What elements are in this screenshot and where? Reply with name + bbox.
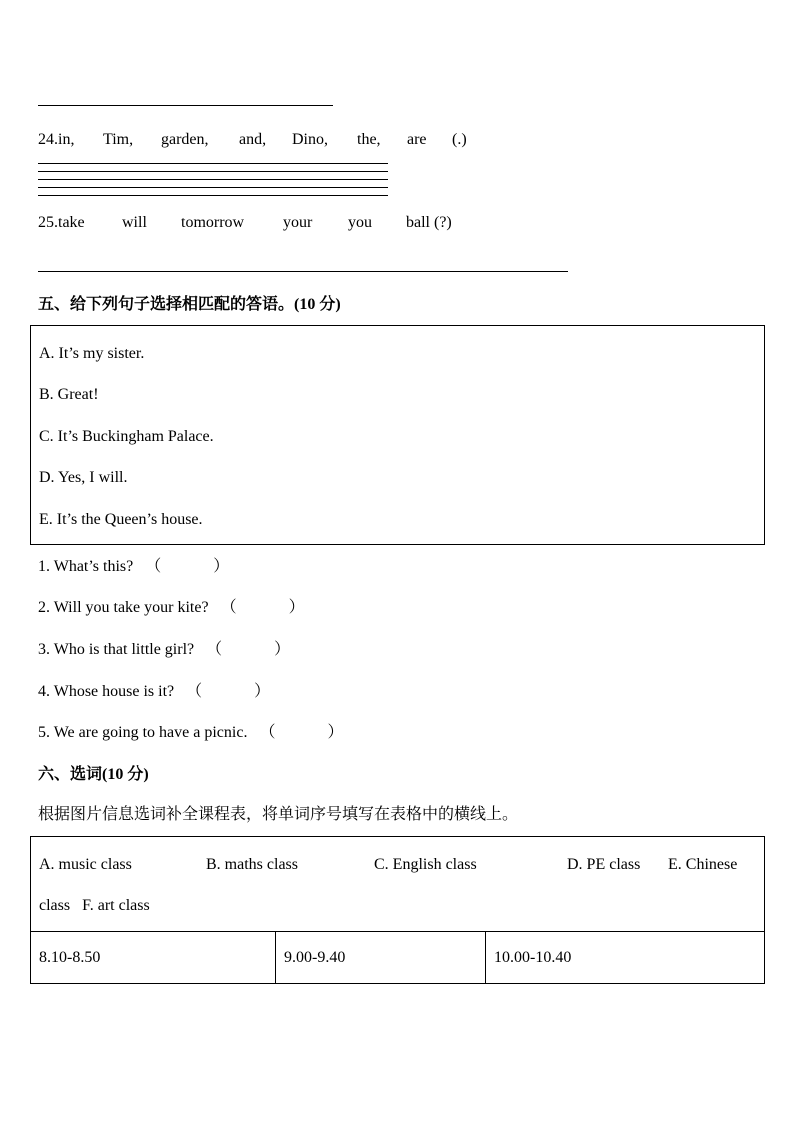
time-cell-2: [275, 932, 486, 983]
match-question-1: [38, 557, 229, 577]
answer-blank[interactable]: [259, 723, 343, 743]
scrambled-word: tomorrow: [181, 214, 245, 231]
open-paren: （: [186, 683, 203, 700]
scrambled-word: in,: [58, 131, 75, 148]
question-text: 1. What’s this?: [38, 558, 134, 575]
open-paren: （: [145, 558, 162, 575]
scrambled-word: the,: [357, 131, 381, 148]
scrambled-word: garden,: [161, 131, 209, 148]
question-text: 3. Who is that little girl?: [38, 641, 195, 658]
section-6-heading: 六、选词(10 分): [38, 766, 149, 783]
word-option-f-line: class F. art class: [39, 897, 150, 914]
question-24-number-word: [38, 130, 74, 150]
match-question-4: [38, 682, 270, 702]
word-option-e: E. Chinese: [668, 856, 738, 873]
schedule-row: [30, 931, 765, 984]
scrambled-word: Tim,: [103, 131, 134, 148]
scrambled-word: you: [348, 214, 372, 231]
section-5-heading: 五、给下列句子选择相匹配的答语。(10 分): [38, 296, 341, 313]
close-paren: ）: [327, 724, 344, 741]
question-text: 4. Whose house is it?: [38, 683, 175, 700]
scrambled-word: will: [122, 214, 147, 231]
end-punctuation: (.): [452, 131, 467, 148]
match-question-3: [38, 640, 290, 660]
answer-line-25[interactable]: [38, 271, 568, 272]
option-b: B. Great!: [39, 386, 99, 403]
scrambled-word: your: [283, 214, 313, 231]
option-a: A. It’s my sister.: [39, 345, 145, 362]
answer-options-box: [30, 325, 765, 545]
match-question-5: [38, 723, 343, 743]
open-paren: （: [220, 599, 237, 616]
open-paren: （: [206, 641, 223, 658]
open-paren: （: [259, 724, 276, 741]
word-option-b: B. maths class: [206, 856, 298, 873]
answer-line-23: [38, 105, 333, 106]
time-cell-1: [31, 932, 276, 983]
scrambled-word: and,: [239, 131, 267, 148]
writing-line: [38, 195, 388, 196]
question-25-number-word: [38, 213, 85, 233]
word-option-c: C. English class: [374, 856, 477, 873]
time-slot: 10.00-10.40: [494, 949, 572, 966]
answer-blank[interactable]: [186, 682, 270, 702]
close-paren: ）: [254, 683, 271, 700]
scrambled-word: ball (?): [406, 214, 452, 231]
question-number: 25.: [38, 214, 58, 231]
option-c: C. It’s Buckingham Palace.: [39, 428, 214, 445]
writing-line: [38, 179, 388, 180]
close-paren: ）: [288, 599, 305, 616]
answer-blank[interactable]: [206, 640, 290, 660]
word-bank-box: [30, 836, 765, 932]
question-number: 24.: [38, 131, 58, 148]
time-slot: 9.00-9.40: [284, 949, 346, 966]
match-question-2: [38, 598, 305, 618]
option-d: D. Yes, I will.: [39, 469, 128, 486]
question-text: 2. Will you take your kite?: [38, 599, 209, 616]
scrambled-word: take: [58, 214, 85, 231]
question-text: 5. We are going to have a picnic.: [38, 724, 248, 741]
section-6-instruction: 根据图片信息选词补全课程表，将单词序号填写在表格中的横线上。: [38, 806, 519, 823]
answer-blank[interactable]: [145, 557, 229, 577]
option-e: E. It’s the Queen’s house.: [39, 511, 203, 528]
writing-line: [38, 187, 388, 188]
word-option-d: D. PE class: [567, 856, 641, 873]
word-option-a: A. music class: [39, 856, 132, 873]
writing-line: [38, 171, 388, 172]
writing-line: [38, 163, 388, 164]
close-paren: ）: [213, 558, 230, 575]
answer-blank[interactable]: [221, 598, 305, 618]
time-cell-3: [485, 932, 764, 983]
time-slot: 8.10-8.50: [39, 949, 101, 966]
scrambled-word: Dino,: [292, 131, 328, 148]
scrambled-word: are: [407, 131, 427, 148]
close-paren: ）: [274, 641, 291, 658]
